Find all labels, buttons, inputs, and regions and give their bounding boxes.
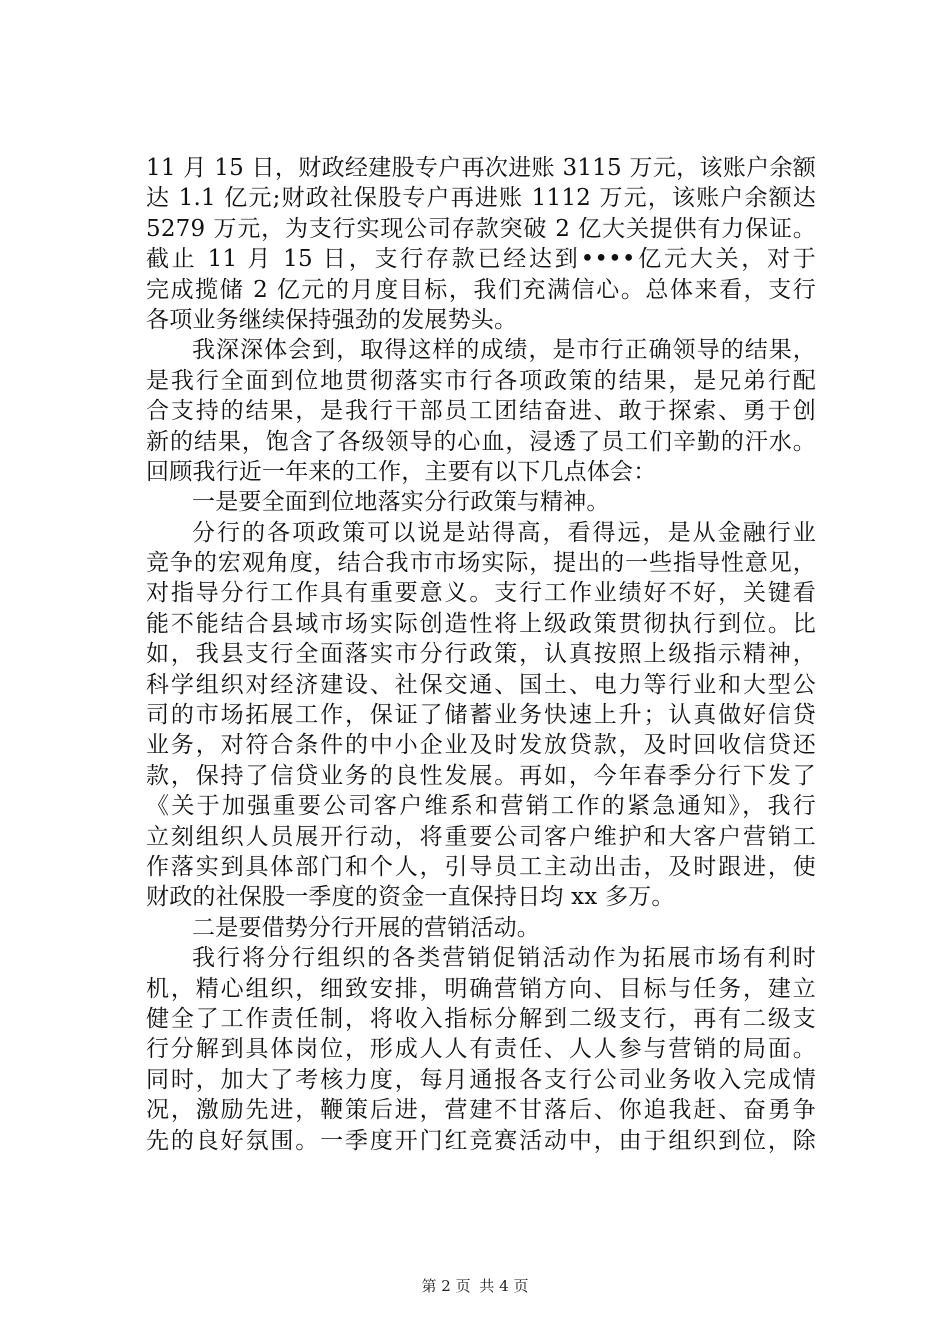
text-line: 合支持的结果，是我行干部员工团结奋进、敢于探索、勇于创 (146, 398, 816, 425)
text-line: 健全了工作责任制，将收入指标分解到二级支行，再有二级支 (146, 1005, 816, 1032)
page-footer (0, 1276, 950, 1296)
text-line: 5279 万元，为支行实现公司存款突破 2 亿大关提供有力保证。 (146, 215, 816, 242)
text-line: 完成揽储 2 亿元的月度目标，我们充满信心。总体来看，支行 (146, 276, 816, 303)
text-line: 同时，加大了考核力度，每月通报各支行公司业务收入完成情 (146, 1066, 816, 1093)
text-line: 机，精心组织，细致安排，明确营销方向、目标与任务，建立 (146, 975, 816, 1002)
text-line: 是我行全面到位地贯彻落实市行各项政策的结果，是兄弟行配 (146, 367, 816, 394)
text-line: 作落实到具体部门和个人，引导员工主动出击，及时跟进，使 (146, 853, 816, 880)
text-line: 我深深体会到，取得这样的成绩，是市行正确领导的结果， (192, 337, 816, 364)
text-line: 立刻组织人员展开行动，将重要公司客户维护和大客户营销工 (146, 823, 816, 850)
text-line: 分行的各项政策可以说是站得高，看得远，是从金融行业 (192, 519, 816, 546)
text-line: 款，保持了信贷业务的良性发展。再如，今年春季分行下发了 (146, 762, 816, 789)
text-line: 截止 11 月 15 日，支行存款已经达到••••亿元大关，对于 (146, 246, 816, 273)
text-line: 新的结果，饱含了各级领导的心血，浸透了员工们辛勤的汗水。 (146, 428, 816, 455)
text-line: 我行将分行组织的各类营销促销活动作为拓展市场有利时 (192, 945, 816, 972)
text-line: 财政的社保股一季度的资金一直保持日均 xx 多万。 (146, 884, 675, 911)
text-line: 竞争的宏观角度，结合我市市场实际，提出的一些指导性意见， (146, 550, 816, 577)
text-line: 行分解到具体岗位，形成人人有责任、人人参与营销的局面。 (146, 1036, 816, 1063)
text-line: 11 月 15 日，财政经建股专户再次进账 3115 万元，该账户余额 (146, 155, 816, 181)
text-line: 能不能结合县域市场实际创造性将上级政策贯彻执行到位。比 (146, 610, 816, 637)
text-line: 各项业务继续保持强劲的发展势头。 (146, 306, 518, 333)
text-line: 科学组织对经济建设、社保交通、国土、电力等行业和大型公 (146, 671, 816, 698)
page-number: 第 2 页 (421, 1277, 471, 1295)
document-body (146, 153, 816, 1156)
text-line: 一是要全面到位地落实分行政策与精神。 (192, 489, 610, 516)
text-line: 二是要借势分行开展的营销活动。 (192, 914, 540, 941)
page-total: 共 4 页 (479, 1277, 529, 1295)
text-line: 况，激励先进，鞭策后进，营建不甘落后、你追我赶、奋勇争 (146, 1097, 816, 1124)
text-line: 如，我县支行全面落实市分行政策，认真按照上级指示精神， (146, 641, 816, 668)
text-line: 回顾我行近一年来的工作，主要有以下几点体会： (146, 458, 657, 485)
text-line: 司的市场拓展工作，保证了储蓄业务快速上升；认真做好信贷 (146, 702, 816, 729)
text-line: 先的良好氛围。一季度开门红竞赛活动中，由于组织到位，除 (146, 1127, 816, 1154)
text-line: 《关于加强重要公司客户维系和营销工作的紧急通知》，我行 (146, 793, 816, 820)
text-line: 对指导分行工作具有重要意义。支行工作业绩好不好，关键看 (146, 580, 816, 607)
text-line: 业务，对符合条件的中小企业及时发放贷款，及时回收信贷还 (146, 732, 816, 759)
text-line: 达 1.1 亿元;财政社保股专户再进账 1112 万元，该账户余额达 (146, 185, 816, 212)
